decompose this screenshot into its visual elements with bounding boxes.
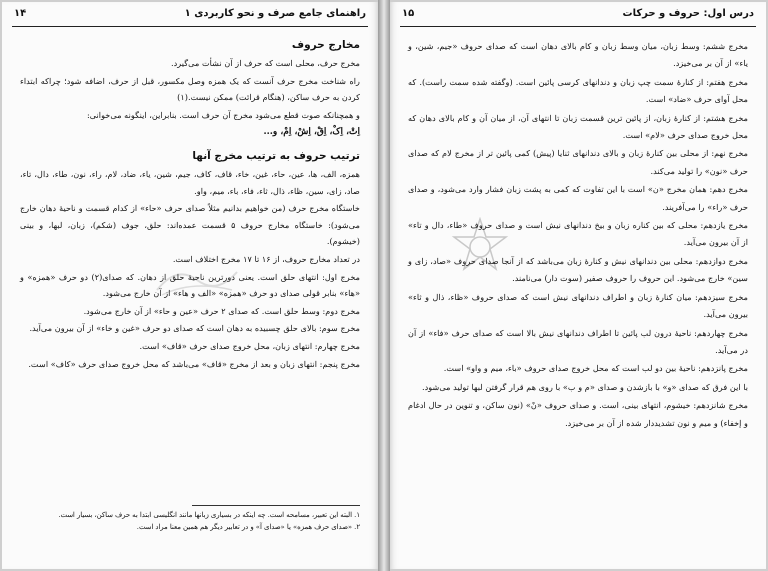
paragraph: مخرج اول: انتهای حلق است. یعنی دورترین ناحیهٔ حلق از دهان. که صدای(۲) دو حرف «همزه» و «هاء» بنابر قولی صدای دو حرف «همزه» «الف و هاء» از آن خارج می‌شود.	[20, 271, 360, 299]
left-page	[2, 2, 378, 569]
watermark-logo	[152, 260, 242, 300]
watermark-seal-icon	[450, 217, 510, 277]
paragraph: مخرج پانزدهم: ناحیهٔ بین دو لب است که محل خروج صدای حروف «باء، میم و واو» است.	[443, 363, 748, 374]
section-heading-articulation: مخارج حروف	[291, 39, 360, 51]
paragraph: مخرج دهم: همان مخرج «ن» است با این تفاوت که کمی به پشت زبان فشار وارد می‌شود، و صدای حرف «راء» را می‌آفریند.	[408, 184, 748, 212]
right-header-title: درس اول: حروف و حرکات	[622, 8, 754, 19]
paragraph: مخرج چهاردهم: ناحیهٔ درون لب پائین تا اطراف دندانهای نیش بالا است که صدای حرف «فاء» از آن در می‌آید.	[408, 327, 748, 355]
paragraph: مخرج حرف، محلی است که حرف از آن نشأت می‌گیرد.	[171, 58, 360, 68]
paragraph: مخرج دوم: وسط حلق است. که صدای ۲ حرف «عین و حاء» از آن خارج می‌شود.	[83, 305, 360, 316]
left-header-title: راهنمای جامع صرف و نحو کاربردی ۱	[184, 8, 366, 19]
paragraph: در تعداد مخارج حروف، از ۱۶ تا ۱۷ مخرج اختلاف است.	[172, 253, 360, 264]
paragraph: مخرج پنجم: انتهای زبان و بعد از مخرج «قاف» می‌باشد که محل خروج صدای حرف «کاف» است.	[28, 358, 360, 369]
letters-example: اِتْ، اِکْ، اِقْ، اِشْ، اِمْ، و...	[263, 127, 360, 138]
footnote-rule	[192, 505, 360, 506]
paragraph: و همچنانکه صوت قطع می‌شود مخرج آن حرف است. بنابراین، اینگونه می‌خوانی:	[86, 109, 360, 120]
paragraph: همزه، الف، ها، عین، حاء، غین، خاء، قاف، کاف، جیم، شین، یاء، ضاد، لام، راء، نون، طاء، دال، تاء، صاد، زای، سین، ظاء، ذال، ثاء، فاء، باء، میم، واو.	[20, 168, 360, 196]
left-header-rule	[12, 26, 368, 27]
right-header-rule	[400, 26, 756, 27]
paragraph: مخرج شانزدهم: خیشوم، انتهای بینی، است. و صدای حروف «نْ» (نون ساکن، و تنوین در حال ادغام و إخفاء) و میم و نون تشدیددار شده از آن بر می‌خیزد.	[408, 400, 748, 428]
book-gutter	[378, 0, 390, 571]
right-page-header	[402, 8, 754, 24]
paragraph: مخرج هفتم: از کنارهٔ سمت چپ زبان و دندانهای کرسی پائین است. (وگفته شده سمت راست). که محل آوای حرف «ضاد» است.	[408, 76, 748, 105]
left-page-number: ۱۴	[14, 8, 27, 19]
left-page-header	[14, 8, 366, 24]
paragraph: مخرج چهارم: انتهای زبان، محل خروج صدای حرف «قاف» است.	[139, 340, 360, 351]
paragraph: مخرج هشتم: از کنارهٔ زبان، از پائین ترین قسمت زبان تا انتهای آن، از میان آن و کام بالای دهان که محل خروج صدای حرف «لام» است.	[408, 112, 748, 141]
section-heading-order: ترتیب حروف به ترتیب مخرج آنها	[192, 149, 360, 162]
paragraph: مخرج سیزدهم: میان کنارهٔ زبان و اطراف دندانهای نیش است که صدای حروف «ظاء، ذال و ثاء» بیرون می‌آید.	[408, 291, 748, 320]
paragraph: با این فرق که صدای «و» با بازشدن و صدای «م و ب» با روی هم قرار گرفتن لبها تولید می‌شود.	[422, 381, 748, 392]
paragraph: مخرج ششم: وسط زبان، میان وسط زبان و کام بالای دهان است که صدای حروف «جیم، شین، و یاء» از آن بر می‌خیزد.	[408, 41, 748, 69]
paragraph: مخرج یازدهم: محلی که بین کناره زبان و بیخ دندانهای نیش است و صدای حروف «طاء، دال و تاء» از آن بیرون می‌آید.	[408, 220, 748, 248]
right-page	[390, 2, 766, 569]
paragraph: مخرج دوازدهم: محلی بین دندانهای نیش و کنارهٔ زبان می‌باشد که از آنجا صدای حروف «صاد، زای و سین» خارج می‌شود. این حروف را حروف صفیر (سوت دار) می‌نامند.	[408, 255, 748, 284]
right-page-number: ۱۵	[402, 8, 415, 19]
paragraph: مخرج سوم: بالای حلق چسبیده به دهان است که صدای دو حرف «غین و خاء» از آن بیرون می‌آید.	[29, 323, 360, 334]
footnotes	[20, 509, 360, 533]
paragraph: خاستگاه مخرج حرف (من خواهیم بدانیم مثلاً صدای حرف «حاء» از کدام قسمت و ناحیهٔ دهان خارج می‌شود): خاستگاه مخارج حروف ۵ قسمت عمده‌اند: حلق، جوف (شکم)، زبان، لبها، و بینی (خیشوم).	[20, 203, 360, 247]
paragraph: راه شناخت مخرج حرف آنست که یک همزه وصل مکسور، قبل از حرف، اضافه شود؛ چراکه ابتداء کردن به حرف ساکن، (هنگام قرائت) ممکن نیست.(۱)	[20, 75, 360, 103]
paragraph: مخرج نهم: از محلی بین کنارهٔ زبان و بالای دندانهای ثنایا (پیش) کمی پائین تر از مخرج لام که صدای حرف «نون» را تولید می‌کند.	[408, 148, 748, 176]
footnote: ۲. «صدای حرف همزه» یا «صدای آ» و در تعابیر دیگر هم همین معنا مراد است.	[136, 523, 360, 531]
footnote: ۱. البته این تعبیر، مسامحه است. چه اینکه در بسیاری زبانها مانند انگلیسی ابتدا به حرف ساکن، بسیار است.	[58, 511, 360, 519]
left-page-body	[20, 34, 360, 373]
